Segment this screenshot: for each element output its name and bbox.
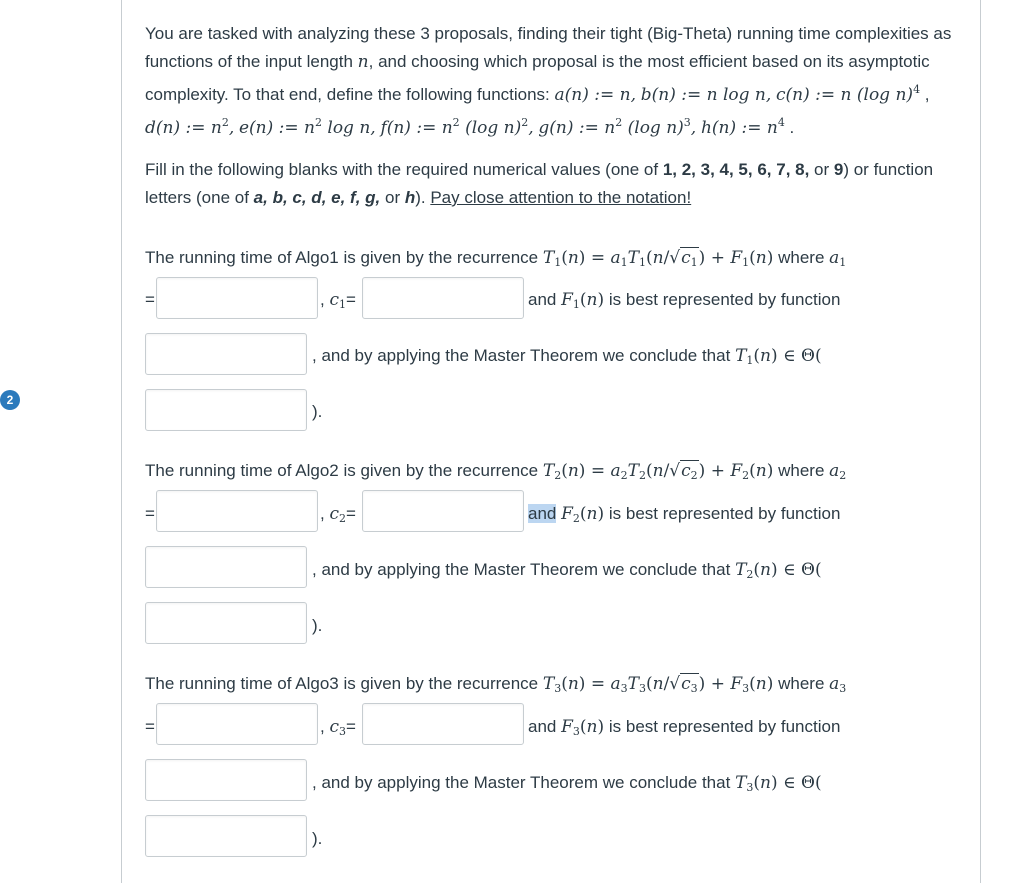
func-f: f(n) := $n^2$ (log n)$^2$, [380, 116, 534, 138]
algo1-f-label: and $F_1(n)$ is best represented by function [528, 290, 841, 311]
algo3-theta-input[interactable] [145, 815, 307, 857]
fill-instructions: Fill in the following blanks with the required numerical values (one of 1, 2, 3, 4, 5, 6, 7, 8, or 9) or function letters (one of a, b, c, d, e, f, g, or h). Pay close attention to the notation! [145, 160, 934, 207]
algo2-a-input[interactable] [156, 490, 318, 532]
algo3-recurrence: The running time of Algo3 is given by the recurrence $T_3(n) = a_3T_3(n/√c_3) + F_3(n)$ where $a_3$ [145, 674, 847, 695]
selected-text-highlight: and [528, 504, 557, 523]
algo2-recurrence: The running time of Algo2 is given by the recurrence $T_2(n) = a_2T_2(n/√c_2) + F_2(n)$ where $a_2$ [145, 461, 847, 482]
question-number-badge: 2 [0, 390, 20, 410]
algo1-master-text: , and by applying the Master Theorem we conclude that $T_1(n)$ ∈ Θ( [312, 346, 822, 367]
algo1-theta-input[interactable] [145, 389, 307, 431]
func-b: b(n) := n log n, [640, 85, 772, 105]
algo1-a-equals: = [145, 290, 155, 309]
algo3-c-input[interactable] [362, 703, 524, 745]
algo3-c-label: , $c_3=$ [320, 717, 356, 738]
func-d: d(n) := $n^2$, [145, 116, 235, 138]
func-g: g(n) := $n^2$ (log n)$^3$, [538, 116, 697, 138]
intro-paragraph: You are tasked with analyzing these 3 proposals, finding their tight (Big-Theta) running time complexities as functions of the input length n, and choosing which proposal is the most efficient based on its asymptotic complexity. To that end, define the following functions: a(n) := n, b(n) := n log n, c(n) := n (log n)$^4$ , d(n) := $n^2$, e(n) := $n^2$ log n, f(n) := $n^2$ (log n)$^2$, g(n) := $n^2$ (log n)$^3$, h(n) := $n^4$ . [145, 24, 952, 138]
algo2-a-equals: = [145, 504, 155, 523]
func-a: a(n) := n, [554, 85, 636, 105]
algo3-close: ). [312, 829, 323, 848]
algo3-f-input[interactable] [145, 759, 307, 801]
algo2-c-input[interactable] [362, 490, 524, 532]
algo1-f-input[interactable] [145, 333, 307, 375]
algo3-master-text: , and by applying the Master Theorem we conclude that $T_3(n)$ ∈ Θ( [312, 773, 822, 794]
algo2-theta-input[interactable] [145, 602, 307, 644]
algo3-a-equals: = [145, 717, 155, 736]
algo1-c-label: , $c_1=$ [320, 290, 356, 311]
algo1-close: ). [312, 402, 323, 421]
question-content [145, 20, 955, 212]
algo1-a-input[interactable] [156, 277, 318, 319]
algo2-f-input[interactable] [145, 546, 307, 588]
right-border [980, 0, 981, 883]
notation-warning: Pay close attention to the notation! [430, 188, 692, 207]
algo2-master-text: , and by applying the Master Theorem we conclude that $T_2(n)$ ∈ Θ( [312, 560, 822, 581]
algo2-f-label: and $F_2(n)$ is best represented by function [528, 504, 841, 525]
algo2-c-label: , $c_2=$ [320, 504, 356, 525]
func-c: c(n) := n (log n)$^4$ [776, 83, 921, 105]
left-border [121, 0, 122, 883]
algo1-c-input[interactable] [362, 277, 524, 319]
func-h: h(n) := $n^4$ [700, 116, 785, 138]
algo2-close: ). [312, 616, 323, 635]
func-e: e(n) := $n^2$ log n, [238, 116, 376, 138]
algo3-a-input[interactable] [156, 703, 318, 745]
algo3-f-label: and $F_3(n)$ is best represented by function [528, 717, 841, 738]
algo1-recurrence: The running time of Algo1 is given by the recurrence $T_1(n) = a_1T_1(n/√c_1) + F_1(n)$ where $a_1$ [145, 248, 847, 269]
